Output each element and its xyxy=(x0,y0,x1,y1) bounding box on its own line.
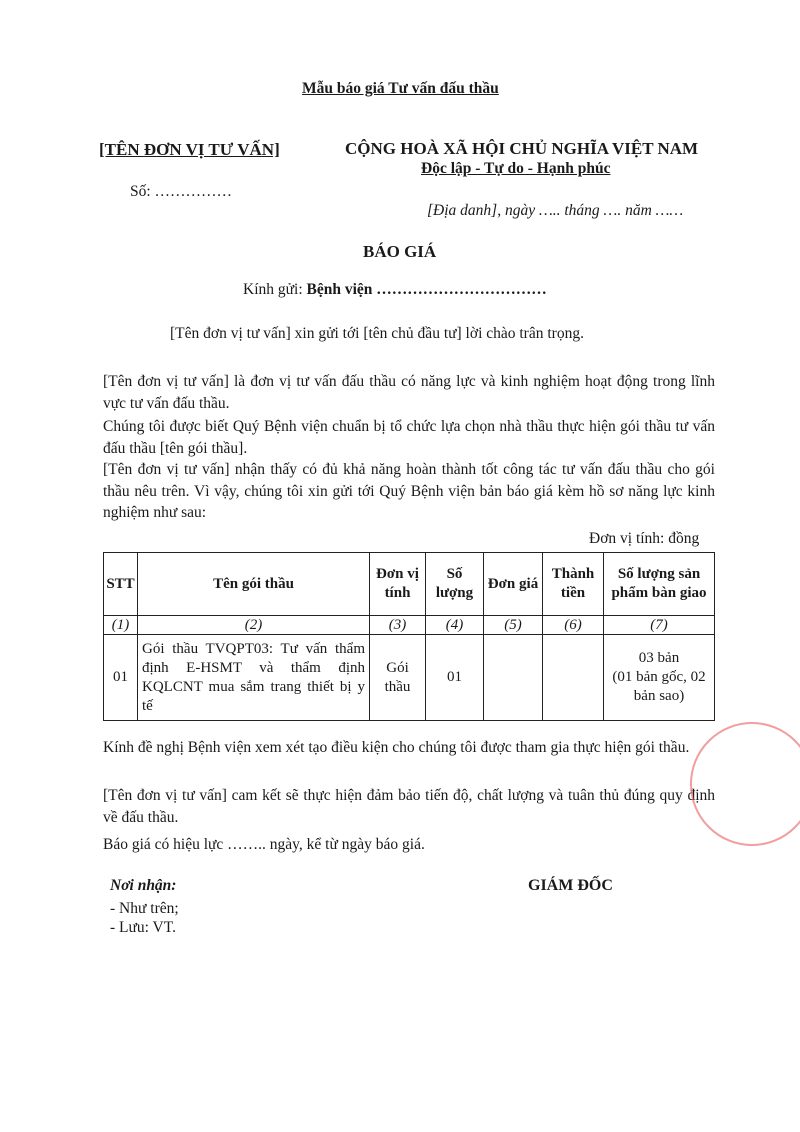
column-number: (4) xyxy=(426,616,484,635)
closing-paragraph-3: Báo giá có hiệu lực …….. ngày, kể từ ngày báo giá. xyxy=(103,836,425,853)
currency-unit-note: Đơn vị tính: đồng xyxy=(589,530,700,547)
row-quantity: 01 xyxy=(426,635,484,721)
recipient-line xyxy=(243,281,547,299)
header-quantity: Số lượng xyxy=(426,553,484,616)
national-motto: Độc lập - Tự do - Hạnh phúc xyxy=(421,160,611,177)
place-and-date: [Địa danh], ngày ….. tháng …. năm …… xyxy=(427,202,684,219)
row-deliverable-detail: (01 bản gốc, 02 bản sao) xyxy=(612,669,706,704)
signatory-title: GIÁM ĐỐC xyxy=(528,877,613,894)
header-deliverable: Số lượng sản phẩm bàn giao xyxy=(604,553,715,616)
column-number: (1) xyxy=(104,616,138,635)
closing-paragraph-1: Kính đề nghị Bệnh viện xem xét tạo điều kiện cho chúng tôi được tham gia thực hiện gói thầu. xyxy=(103,739,690,756)
intro-paragraph-1: [Tên đơn vị tư vấn] là đơn vị tư vấn đấu thầu có năng lực và kinh nghiệm hoạt động trong lĩnh vực tư vấn đấu thầu. xyxy=(103,373,715,412)
recipient-item: - Như trên; xyxy=(110,900,179,917)
recipients-label: Nơi nhận: xyxy=(110,877,177,894)
row-deliverable-count: 03 bản xyxy=(638,650,680,666)
national-title: CỘNG HOÀ XÃ HỘI CHỦ NGHĨA VIỆT NAM xyxy=(345,139,699,158)
closing-paragraph-2: [Tên đơn vị tư vấn] cam kết sẽ thực hiện đảm bảo tiến độ, chất lượng và tuân thủ đúng quy định về đấu thầu. xyxy=(103,787,715,826)
header-amount: Thành tiền xyxy=(543,553,604,616)
quote-table xyxy=(103,552,715,721)
recipient-name: Bệnh viện …………………………… xyxy=(306,281,547,298)
greeting: [Tên đơn vị tư vấn] xin gửi tới [tên chủ đầu tư] lời chào trân trọng. xyxy=(170,325,584,342)
header-unit-price: Đơn giá xyxy=(484,553,543,616)
header-stt: STT xyxy=(104,553,138,616)
row-amount xyxy=(543,635,604,721)
column-number: (7) xyxy=(604,616,715,635)
consulting-unit-name: [TÊN ĐƠN VỊ TƯ VẤN] xyxy=(99,140,280,159)
row-stt: 01 xyxy=(104,635,138,721)
column-number: (5) xyxy=(484,616,543,635)
column-number: (2) xyxy=(138,616,370,635)
row-unit-price xyxy=(484,635,543,721)
column-number: (3) xyxy=(370,616,426,635)
recipient-item: - Lưu: VT. xyxy=(110,919,176,936)
document-title: BÁO GIÁ xyxy=(363,242,437,261)
row-package-name: Gói thầu TVQPT03: Tư vấn thẩm định E-HSMT và thẩm định KQLCNT mua sắm trang thiết bị y tế xyxy=(138,635,370,721)
intro-paragraph-3: [Tên đơn vị tư vấn] nhận thấy có đủ khả năng hoàn thành tốt công tác tư vấn đấu thầu cho gói thầu nêu trên. Vì vậy, chúng tôi xin gửi tới Quý Bệnh viện bản báo giá kèm hồ sơ năng lực kinh nghiệm như sau: xyxy=(103,461,715,521)
row-unit: Gói thầu xyxy=(370,635,426,721)
table-header-row xyxy=(104,553,715,616)
intro-paragraph-2: Chúng tôi được biết Quý Bệnh viện chuẩn bị tổ chức lựa chọn nhà thầu thực hiện gói thầu tư vấn đấu thầu [tên gói thầu]. xyxy=(103,418,715,457)
document-number: Số: …………… xyxy=(130,183,233,200)
table-row xyxy=(104,635,715,721)
form-title: Mẫu báo giá Tư vấn đấu thầu xyxy=(302,80,499,97)
row-deliverable xyxy=(604,635,715,721)
column-number: (6) xyxy=(543,616,604,635)
header-unit: Đơn vị tính xyxy=(370,553,426,616)
table-column-number-row xyxy=(104,616,715,635)
recipient-prefix: Kính gửi: xyxy=(243,281,307,298)
header-package-name: Tên gói thầu xyxy=(138,553,370,616)
